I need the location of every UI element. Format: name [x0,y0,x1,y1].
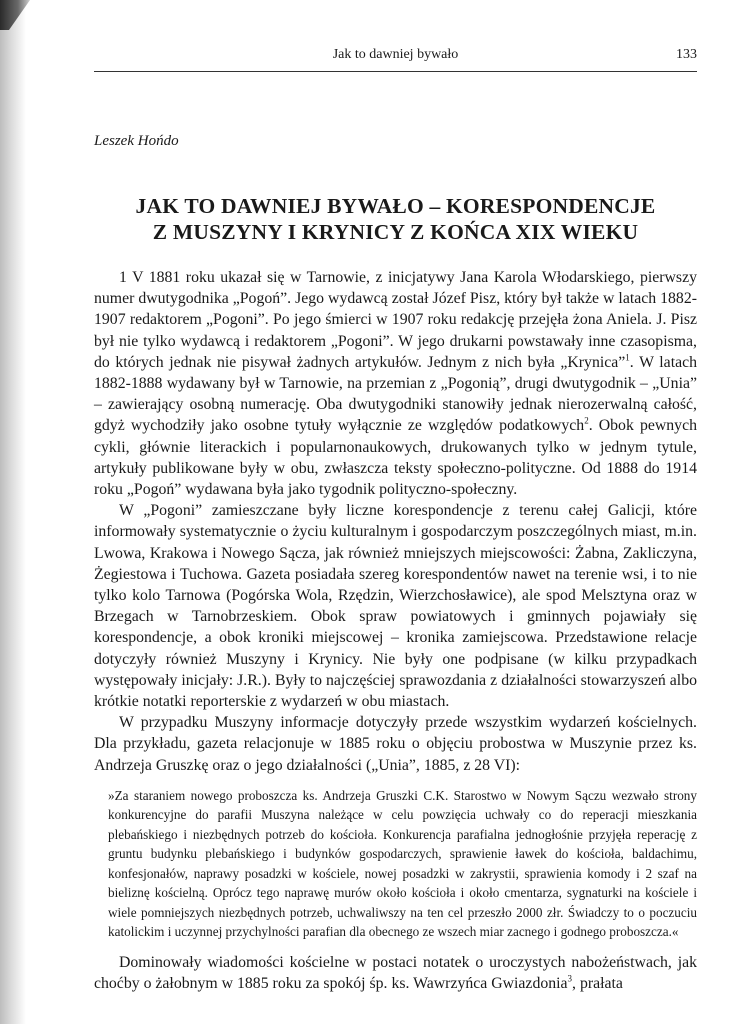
paragraph-1-part-a: 1 V 1881 roku ukazał się w Tarnowie, z inicjatywy Jana Karola Włodarskiego, pierwszy numer dwutygodnika „Pogoń”. Jego wydawcą został Józef Pisz, który był także w latach 1882-1907 redaktorem „Pogoni”. Po jego śmierci w 1907 roku redakcję przejęła żona Aniela. J. Pisz był nie tylko wydawcą i redaktorem „Pogoni”. W jego drukarni powstawały inne czasopisma, do których jednak nie pisywał żadnych artykułów. Jednym z nich była „Krynica” [94,269,697,371]
footnote-ref-3: 3 [567,973,573,984]
footnote-ref-1: 1 [625,352,630,363]
paragraph-4-part-b: , prałata [572,975,623,993]
block-quote-text: »Za staraniem nowego proboszcza ks. Andrzeja Gruszki C.K. Starostwo w Nowym Sączu wezwało strony konkurencyjne do parafii Muszyna należące w celu powzięcia uchwały co do reperacji mieszkania plebańskiego i niezbędnych potrzeb do kościoła. Konkurencja parafialna jednogłośnie przyjęła reperację z gruntu budynku plebańskiego i budynków gospodarczych, sprawienie ławek do kościoła, baldachimu, konfesjonałów, naprawy posadzki w kościele, nowej posadzki w zakrystii, sprawienia komody i 2 szaf na bieliznę kościelną. Oprócz tego naprawę murów około kościoła i około cmentarza, sygnaturki na kościele i wiele pomniejszych niezbędnych potrzeb, uchwaliwszy na ten cel przeszło 2000 złr. Świadczy to o poczuciu katolickim i uczynnej przychylności parafian dla obecnego ze wszech miar zacnego i godnego proboszcza.« [108,787,697,940]
paragraph-4 [94,952,697,994]
paragraph-4-part-a: Dominowały wiadomości kościelne w postaci notatek o uroczystych nabożeństwach, jak choćby o żałobnym w 1885 roku za spokój śp. ks. Wawrzyńca Gwiazdonia [94,953,697,993]
article-title [94,193,697,245]
footnote-ref-2: 2 [584,416,589,427]
document-page [94,0,697,1024]
article-title-line-2: Z MUSZYNY I KRYNICY Z KOŃCA XIX WIEKU [152,220,639,244]
running-header [94,47,697,67]
paragraph-2: W „Pogoni” zamieszczane były liczne korespondencje z terenu całej Galicji, które informowały systematycznie o życiu kulturalnym i gospodarczym poszczególnych miast, m.in. Lwowa, Krakowa i Nowego Sącza, jak również mniejszych miejscowości: Żabna, Zakliczyna, Żegiestowa i Tuchowa. Gazeta posiadała szereg korespondentów nawet na terenie wsi, i to nie tylko kolo Tarnowa (Pogórska Wola, Rzędzin, Wierzchosławice), ale spod Melsztyna oraz w Brzegach w Tarnobrzeskiem. Obok spraw powiatowych i gminnych pojawiały się korespondencje, a obok kroniki miejscowej – kronika zamiejscowa. Przedstawione relacje dotyczyły również Muszyny i Krynicy. Nie były one podpisane (w kilku przypadkach występowały inicjały: J.R.). Były to najczęściej sprawozdania z działalności stowarzyszeń albo krótkie notatki reporterskie z wydarzeń w obu miastach. [94,502,697,711]
page-number: 133 [676,47,697,62]
paragraph-1-part-b: . W latach 1882-1888 wydawany był w Tarnowie, na przemian z „Pogonią”, drugi dwutygodnik – „Unia” – zawierający osobną numerację. Oba dwutygodniki stanowiły jednak nierozerwalną całość, gdyż wychodziły jako osobne tytuły wyłącznie ze względów podatkowych [94,353,698,435]
paragraph-1 [94,267,697,500]
header-rule [94,71,697,72]
article-body [94,267,697,994]
book-spine-shadow [0,0,26,1024]
paragraph-3: W przypadku Muszyny informacje dotyczyły przede wszystkim wydarzeń kościelnych. Dla przykładu, gazeta relacjonuje w 1885 roku o objęciu probostwa w Muszynie przez ks. Andrzeja Gruszkę oraz o jego działalności („Unia”, 1885, z 28 VI): [94,714,697,774]
author-name: Leszek Hońdo [94,133,179,149]
running-title: Jak to dawniej bywało [332,47,459,62]
block-quote [94,786,697,942]
article-title-line-1: JAK TO DAWNIEJ BYWAŁO – KORESPONDENCJE [135,194,656,218]
paragraph-1-part-c: . Obok pewnych cykli, głównie literackich i popularnonaukowych, drukowanych tylko w jednym tytule, artykuły publikowane były w obu, zwłaszcza teksty społeczno-polityczne. Od 1888 do 1914 roku „Pogoń” wydawana była jako tygodnik polityczno-społeczny. [94,417,697,499]
